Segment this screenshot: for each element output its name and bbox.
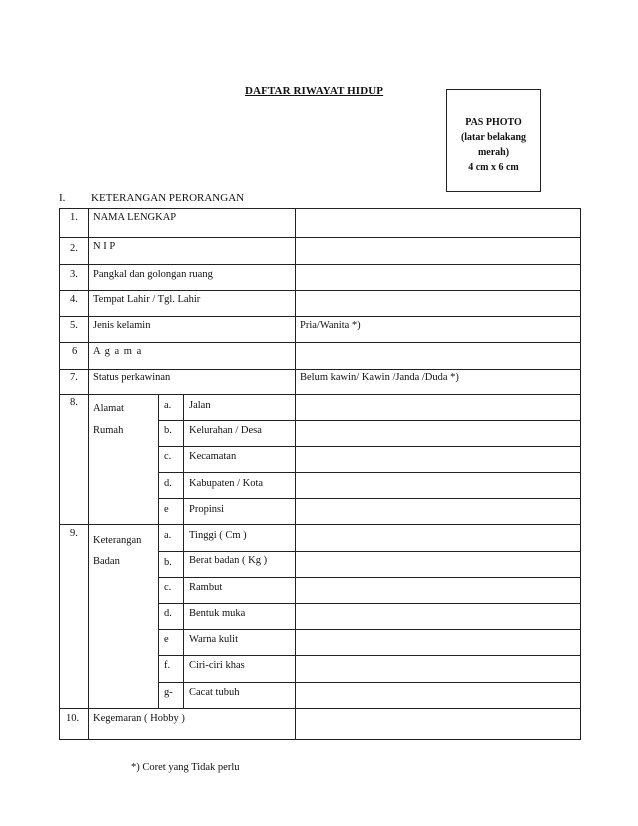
col-divider bbox=[295, 209, 296, 394]
row-number: 9. bbox=[70, 528, 78, 539]
pas-photo-box bbox=[446, 89, 541, 192]
field-value-jenis-kelamin: Pria/Wanita *) bbox=[300, 320, 361, 331]
sub-letter: c. bbox=[164, 451, 172, 462]
personal-info-table bbox=[59, 208, 581, 740]
footnote: *) Coret yang Tidak perlu bbox=[131, 762, 240, 773]
sub-letter: b. bbox=[164, 557, 172, 568]
sub-letter: c. bbox=[164, 582, 172, 593]
field-label-keterangan: Keterangan bbox=[93, 535, 142, 546]
sub-label-warna-kulit: Warna kulit bbox=[189, 634, 239, 645]
row-divider bbox=[60, 394, 580, 395]
row-number: 8. bbox=[70, 397, 78, 408]
sub-label-kelurahan: Kelurahan / Desa bbox=[189, 425, 262, 436]
sub-label-tinggi: Tinggi ( Cm ) bbox=[189, 530, 247, 541]
col-divider bbox=[295, 394, 296, 708]
sub-row-divider bbox=[158, 603, 580, 604]
row-divider bbox=[60, 342, 580, 343]
photo-line-1: PAS PHOTO bbox=[465, 117, 522, 128]
row-number: 2. bbox=[70, 243, 78, 254]
field-label-golongan: Pangkal dan golongan ruang bbox=[93, 269, 213, 280]
sub-row-divider bbox=[158, 655, 580, 656]
row-number: 6 bbox=[72, 346, 78, 357]
section-number: I. bbox=[59, 192, 66, 204]
sub-row-divider bbox=[158, 420, 580, 421]
field-label-jenis-kelamin: Jenis kelamin bbox=[93, 320, 151, 331]
row-divider bbox=[60, 264, 580, 265]
field-label-nip: N I P bbox=[93, 241, 116, 252]
field-label-nama: NAMA LENGKAP bbox=[93, 212, 177, 223]
sub-letter: d. bbox=[164, 478, 172, 489]
sub-label-rambut: Rambut bbox=[189, 582, 223, 593]
sub-label-jalan: Jalan bbox=[189, 400, 211, 411]
row-number: 3. bbox=[70, 269, 78, 280]
row-divider bbox=[60, 316, 580, 317]
sub-letter: e bbox=[164, 504, 169, 515]
sub-label-kabupaten: Kabupaten / Kota bbox=[189, 478, 264, 489]
sub-letter: a. bbox=[164, 530, 172, 541]
col-divider bbox=[295, 708, 296, 739]
section-title: KETERANGAN PERORANGAN bbox=[91, 192, 245, 204]
col-divider bbox=[88, 209, 89, 739]
field-label-status: Status perkawinan bbox=[93, 372, 171, 383]
field-label-badan: Badan bbox=[93, 556, 120, 567]
row-divider bbox=[60, 237, 580, 238]
sub-letter: e bbox=[164, 634, 169, 645]
photo-line-4: 4 cm x 6 cm bbox=[468, 162, 519, 173]
photo-line-3: merah) bbox=[477, 147, 510, 158]
field-label-alamat: Alamat bbox=[93, 403, 124, 414]
sub-row-divider bbox=[158, 472, 580, 473]
sub-label-ciri-khas: Ciri-ciri khas bbox=[189, 660, 245, 671]
sub-label-propinsi: Propinsi bbox=[189, 504, 225, 515]
row-divider bbox=[60, 290, 580, 291]
sub-label-berat: Berat badan ( Kg ) bbox=[189, 555, 268, 566]
col-divider bbox=[158, 394, 159, 708]
field-value-status: Belum kawin/ Kawin /Janda /Duda *) bbox=[300, 372, 459, 383]
row-number: 5. bbox=[70, 320, 78, 331]
sub-label-bentuk-muka: Bentuk muka bbox=[189, 608, 246, 619]
sub-label-cacat: Cacat tubuh bbox=[189, 687, 240, 698]
sub-row-divider bbox=[158, 446, 580, 447]
row-divider bbox=[60, 524, 580, 525]
row-divider bbox=[60, 369, 580, 370]
sub-letter: d. bbox=[164, 608, 172, 619]
sub-letter: f. bbox=[164, 660, 171, 671]
sub-letter: a. bbox=[164, 400, 172, 411]
sub-letter: b. bbox=[164, 425, 172, 436]
row-divider bbox=[60, 708, 580, 709]
sub-row-divider bbox=[158, 551, 580, 552]
document-title: DAFTAR RIWAYAT HIDUP bbox=[245, 85, 384, 97]
sub-row-divider bbox=[158, 682, 580, 683]
col-divider bbox=[183, 394, 184, 708]
sub-letter: g- bbox=[164, 687, 173, 698]
field-label-hobby: Kegemaran ( Hobby ) bbox=[93, 713, 185, 724]
row-number: 1. bbox=[70, 212, 78, 223]
row-number: 10. bbox=[66, 713, 80, 724]
sub-row-divider bbox=[158, 577, 580, 578]
field-label-tempat-lahir: Tempat Lahir / Tgl. Lahir bbox=[93, 294, 201, 305]
field-label-agama: A g a m a bbox=[93, 346, 143, 357]
field-label-rumah: Rumah bbox=[93, 425, 124, 436]
row-number: 7. bbox=[70, 372, 78, 383]
sub-row-divider bbox=[158, 498, 580, 499]
sub-label-kecamatan: Kecamatan bbox=[189, 451, 237, 462]
row-number: 4. bbox=[70, 294, 78, 305]
photo-line-2: (latar belakang bbox=[460, 132, 527, 143]
sub-row-divider bbox=[158, 629, 580, 630]
